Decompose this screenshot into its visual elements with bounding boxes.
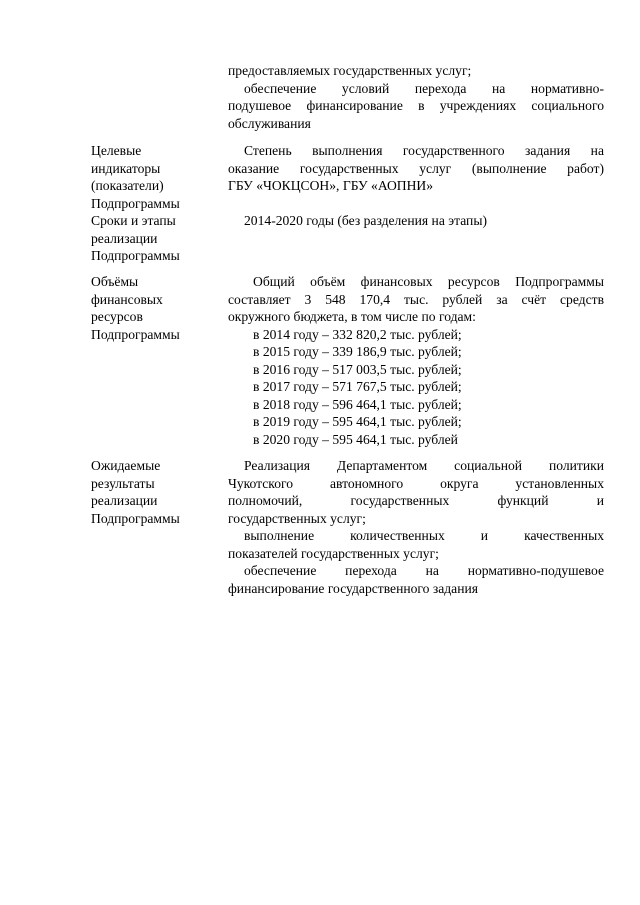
terms-label — [91, 212, 216, 265]
year-line: в 2014 году – 332 820,2 тыс. рублей; — [253, 326, 462, 342]
text-line: показателей государственных услуг; — [228, 545, 439, 561]
text-line: 2014-2020 годы (без разделения на этапы) — [244, 213, 487, 228]
year-line: в 2019 году – 595 464,1 тыс. рублей; — [253, 414, 462, 429]
text-line: окружного бюджета, в том числе по годам: — [228, 309, 476, 324]
year-line: в 2020 году – 595 464,1 тыс. рублей — [253, 431, 458, 447]
label-line: индикаторы — [91, 160, 161, 176]
label-line: Подпрограммы — [91, 510, 180, 526]
top-continuation — [228, 62, 604, 132]
terms-text — [228, 212, 604, 230]
text-line: финансирование государственного задания — [228, 580, 479, 596]
label-line: Подпрограммы — [91, 195, 180, 211]
label-line: реализации — [91, 493, 158, 508]
results-label — [91, 457, 216, 527]
text-line: полномочий, государственных функций и — [228, 493, 604, 508]
text-line: выполнение количественных и качественных — [244, 528, 604, 543]
text-line: Реализация Департаментом социальной политики — [244, 458, 604, 473]
results-text — [228, 457, 604, 597]
label-line: (показатели) — [91, 178, 164, 193]
text-line: составляет 3 548 170,4 тыс. рублей за счёт средств — [228, 291, 604, 307]
text-line: оказание государственных услуг (выполнение работ) — [228, 160, 604, 176]
text-line: государственных услуг; — [228, 510, 366, 526]
text-line: Чукотского автономного округа установленных — [228, 475, 604, 491]
label-line: реализации — [91, 230, 158, 246]
year-line: в 2017 году – 571 767,5 тыс. рублей; — [253, 379, 462, 394]
label-line: ресурсов — [91, 309, 143, 324]
text-line: Степень выполнения государственного задания на — [244, 143, 604, 158]
year-line: в 2016 году – 517 003,5 тыс. рублей; — [253, 361, 462, 377]
label-line: Сроки и этапы — [91, 213, 176, 228]
text-line: ГБУ «ЧОКЦСОН», ГБУ «АОПНИ» — [228, 178, 434, 193]
label-line: результаты — [91, 475, 155, 491]
continuation-line: обслуживания — [228, 115, 311, 131]
year-line: в 2015 году – 339 186,9 тыс. рублей; — [253, 344, 462, 359]
continuation-line: предоставляемых государственных услуг; — [228, 63, 472, 78]
label-line: финансовых — [91, 291, 163, 307]
continuation-line: подушевое финансирование в учреждениях социального — [228, 98, 604, 113]
label-line: Ожидаемые — [91, 458, 161, 473]
finance-text — [228, 273, 604, 448]
continuation-line: обеспечение условий перехода на нормативно- — [244, 80, 604, 96]
label-line: Объёмы — [91, 274, 139, 289]
finance-label — [91, 273, 216, 343]
year-line: в 2018 году – 596 464,1 тыс. рублей; — [253, 396, 462, 412]
text-line: обеспечение перехода на нормативно-подушевое — [244, 563, 604, 578]
indicators-text — [228, 142, 604, 195]
text-line: Общий объём финансовых ресурсов Подпрограммы — [253, 274, 604, 289]
label-line: Подпрограммы — [91, 326, 180, 342]
label-line: Подпрограммы — [91, 248, 180, 263]
indicators-label — [91, 142, 216, 212]
label-line: Целевые — [91, 143, 142, 158]
